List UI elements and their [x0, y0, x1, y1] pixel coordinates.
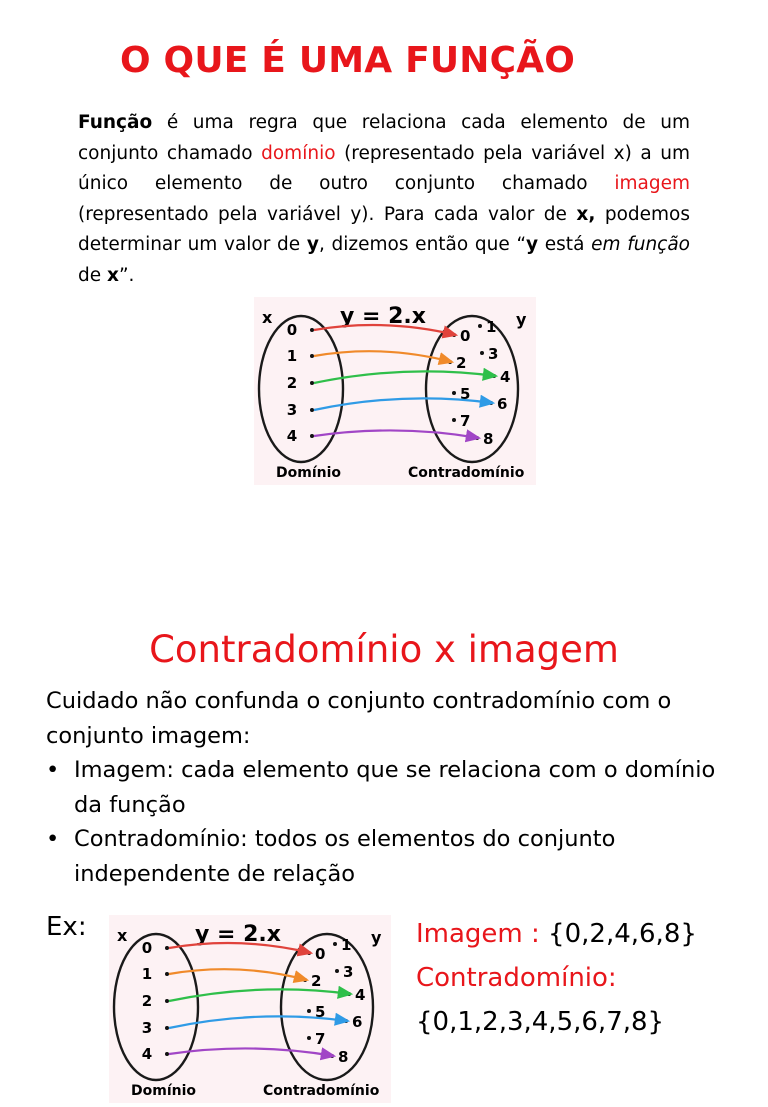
- codomain-dot: [452, 391, 456, 395]
- domain-dot: [310, 381, 314, 385]
- page-title: O QUE É UMA FUNÇÃO: [120, 40, 576, 81]
- domain-dot: [310, 434, 314, 438]
- codomain-value: 5: [315, 1003, 326, 1021]
- domain-value: 0: [286, 321, 298, 339]
- codomain-value: 8: [483, 430, 494, 448]
- example-diagram: [109, 915, 391, 1103]
- codomain-dot: [452, 418, 456, 422]
- bullet-contradominio: • Contradomínio: todos os elementos do conjunto independente de relação: [46, 822, 746, 891]
- mapping-arrow: [169, 1048, 334, 1056]
- function-diagram-svg: [254, 297, 536, 485]
- domain-ellipse: [259, 316, 343, 462]
- y-label: y: [371, 928, 382, 947]
- dominio-term: domínio: [261, 142, 336, 164]
- codomain-value: 2: [456, 354, 467, 372]
- domain-ellipse: [114, 934, 198, 1080]
- x-label: x: [117, 926, 128, 945]
- bullet-dot: •: [46, 826, 60, 853]
- domain-dot: [165, 1052, 169, 1056]
- codomain-value: 2: [311, 972, 322, 990]
- domain-dot: [165, 1026, 169, 1030]
- domain-label: Domínio: [131, 1083, 197, 1099]
- codomain-value: 7: [460, 412, 471, 430]
- domain-value: 0: [141, 939, 153, 957]
- codomain-value: 4: [355, 986, 366, 1004]
- funcao-term: Função: [78, 112, 153, 133]
- codomain-value: 6: [352, 1013, 363, 1031]
- domain-label: Domínio: [276, 465, 342, 481]
- contradominio-label: Contradomínio:: [416, 963, 617, 993]
- domain-dot: [310, 354, 314, 358]
- formula: y = 2.x: [340, 304, 426, 329]
- function-diagram: [254, 297, 536, 485]
- domain-dot: [165, 972, 169, 976]
- codomain-value: 3: [488, 345, 499, 363]
- function-definition: Função é uma regra que relaciona cada elemento de um conjunto chamado domínio (representado pela variável x) a um único elemento de outro conjunto chamado imagem (representado pela variável y). Para cada valor de x, podemos determinar um valor de y, dizemos então que “y está em função de x”.: [78, 112, 691, 286]
- codomain-value: 0: [315, 945, 326, 963]
- codomain-value: 1: [486, 318, 497, 336]
- mapping-arrow: [314, 430, 479, 438]
- codomain-value: 0: [460, 327, 471, 345]
- codomain-dot: [480, 351, 484, 355]
- codomain-label: Contradomínio: [408, 465, 525, 481]
- codomain-value: 4: [500, 368, 511, 386]
- y-label: y: [516, 310, 527, 329]
- example-diagram-svg: [109, 915, 391, 1103]
- section-intro: Cuidado não confunda o conjunto contradomínio com o conjunto imagem:: [46, 688, 672, 749]
- domain-dot: [165, 946, 169, 950]
- x-label: x: [262, 308, 273, 327]
- codomain-dot: [478, 324, 482, 328]
- section-title: Contradomínio x imagem: [149, 628, 619, 671]
- codomain-value: 5: [460, 385, 471, 403]
- codomain-value: 7: [315, 1030, 326, 1048]
- codomain-dot: [307, 1009, 311, 1013]
- codomain-value: 1: [341, 936, 352, 954]
- codomain-ellipse: [426, 316, 518, 462]
- domain-dot: [310, 408, 314, 412]
- codomain-dot: [307, 1036, 311, 1040]
- domain-value: 3: [141, 1019, 153, 1037]
- codomain-dot: [333, 942, 337, 946]
- domain-value: 2: [286, 374, 298, 392]
- domain-value: 4: [286, 427, 298, 445]
- imagem-set: {0,2,4,6,8}: [548, 919, 697, 949]
- domain-value: 2: [141, 992, 153, 1010]
- example-sets: [416, 912, 756, 1044]
- domain-dot: [165, 999, 169, 1003]
- domain-value: 1: [286, 347, 298, 365]
- domain-value: 1: [141, 965, 153, 983]
- example-label: Ex:: [46, 912, 87, 942]
- codomain-dot: [335, 969, 339, 973]
- domain-dot: [310, 328, 314, 332]
- codomain-value: 8: [338, 1048, 349, 1066]
- domain-value: 4: [141, 1045, 153, 1063]
- bullet-dot: •: [46, 757, 60, 784]
- imagem-line: Imagem : {0,2,4,6,8}: [416, 919, 697, 949]
- codomain-value: 3: [343, 963, 354, 981]
- imagem-term: imagem: [614, 173, 690, 195]
- formula: y = 2.x: [195, 922, 281, 947]
- contradominio-set: {0,1,2,3,4,5,6,7,8}: [416, 1007, 665, 1037]
- codomain-ellipse: [281, 934, 373, 1080]
- section-body: [46, 684, 746, 892]
- domain-value: 3: [286, 401, 298, 419]
- codomain-value: 6: [497, 395, 508, 413]
- codomain-label: Contradomínio: [263, 1083, 380, 1099]
- bullet-imagem: • Imagem: cada elemento que se relaciona com o domínio da função: [46, 753, 746, 822]
